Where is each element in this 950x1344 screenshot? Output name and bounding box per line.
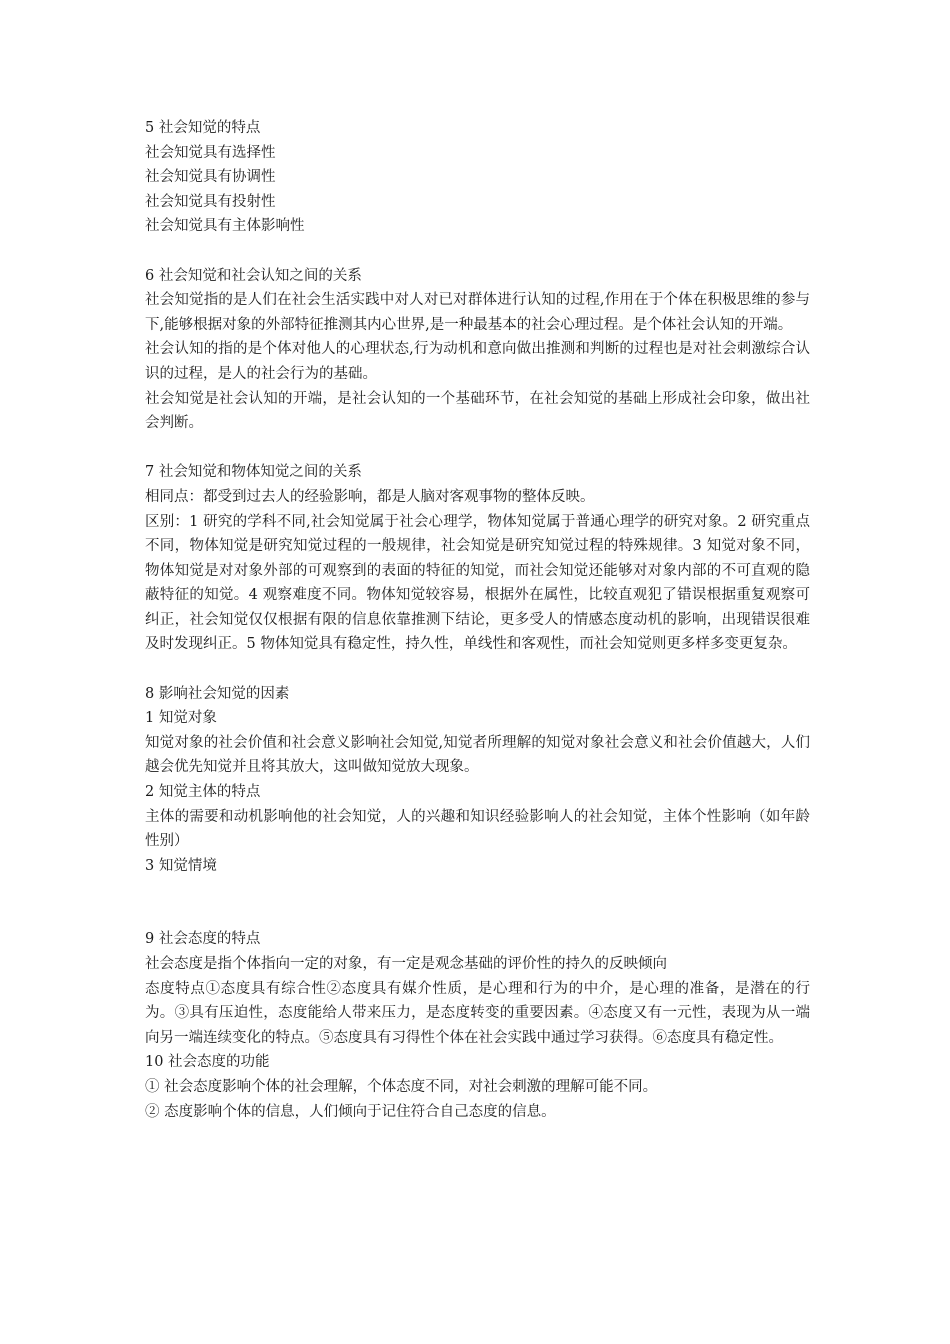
section-7-paragraph: 相同点：都受到过去人的经验影响，都是人脑对客观事物的整体反映。 — [145, 488, 595, 505]
section-8-subheading: 1 知觉对象 — [145, 710, 217, 727]
section-9-paragraph: 态度特点①态度具有综合性②态度具有媒介性质，是心理和行为的中介，是心理的准备，是潜在的行为。③具有压迫性，态度能给人带来压力，是态度转变的重要因素。④态度又有一元性，表现为从一端向另一端连续变化的特点。⑤态度具有习得性个体在社会实践中通过学习获得。⑥态度具有稳定性。 — [145, 980, 810, 1046]
blank-line — [145, 657, 810, 682]
section-9-paragraph: 社会态度是指个体指向一定的对象，有一定是观念基础的评价性的持久的反映倾向 — [145, 956, 667, 972]
section-10-item: ① 社会态度影响个体的社会理解，个体态度不同，对社会刺激的理解可能不同。 — [145, 1078, 658, 1095]
section-6-paragraph: 社会知觉是社会认知的开端，是社会认知的一个基础环节，在社会知觉的基础上形成社会印象，做出社会判断。 — [145, 390, 810, 432]
section-5-item: 社会知觉具有选择性 — [145, 144, 276, 161]
blank-line — [145, 436, 810, 461]
section-8-paragraph: 知觉对象的社会价值和社会意义影响社会知觉,知觉者所理解的知觉对象社会意义和社会价值越大，人们越会优先知觉并且将其放大，这叫做知觉放大现象。 — [145, 734, 810, 776]
section-7-paragraph: 区别：1 研究的学科不同,社会知觉属于社会心理学，物体知觉属于普通心理学的研究对象。2 研究重点不同，物体知觉是研究知觉过程的一般规律，社会知觉是研究知觉过程的特殊规律。3 知觉对象不同，物体知觉是对对象外部的可观察到的表面的特征的知觉，而社会知觉还能够对对象内部的不可直观的隐蔽特征的知觉。4 观察难度不同。物体知觉较容易，根据外在属性，比较直观犯了错误根据重复观察可纠正，社会知觉仅仅根据有限的信息依靠推测下结论，更多受人的情感态度动机的影响，出现错误很难及时发现纠正。5 物体知觉具有稳定性，持久性，单线性和客观性，而社会知觉则更多样多变更复杂。 — [145, 513, 810, 653]
blank-line — [145, 878, 810, 927]
section-5-item: 社会知觉具有协调性 — [145, 169, 276, 186]
section-8-heading: 8 影响社会知觉的因素 — [145, 685, 290, 702]
section-9-heading: 9 社会态度的特点 — [145, 931, 261, 948]
section-10-heading: 10 社会态度的功能 — [145, 1054, 270, 1071]
section-5-item: 社会知觉具有主体影响性 — [145, 218, 305, 235]
section-6-paragraph: 社会知觉指的是人们在社会生活实践中对人对已对群体进行认知的过程,作用在于个体在积极思维的参与下,能够根据对象的外部特征推测其内心世界,是一种最基本的社会心理过程。是个体社会认知的开端。 — [145, 292, 810, 333]
section-5-item: 社会知觉具有投射性 — [145, 193, 276, 210]
section-6-paragraph: 社会认知的指的是个体对他人的心理状态,行为动机和意向做出推测和判断的过程也是对社会刺激综合认识的过程，是人的社会行为的基础。 — [145, 341, 810, 382]
section-8-subheading: 2 知觉主体的特点 — [145, 784, 261, 801]
section-7-heading: 7 社会知觉和物体知觉之间的关系 — [145, 464, 362, 481]
section-8-paragraph: 主体的需要和动机影响他的社会知觉，人的兴趣和知识经验影响人的社会知觉，主体个性影响（如年龄性别） — [145, 808, 810, 850]
section-10-item: ② 态度影响个体的信息，人们倾向于记住符合自己态度的信息。 — [145, 1103, 556, 1120]
document-page — [145, 116, 810, 1124]
section-8-subheading: 3 知觉情境 — [145, 857, 217, 874]
section-6-heading: 6 社会知觉和社会认知之间的关系 — [145, 267, 362, 284]
section-5-heading: 5 社会知觉的特点 — [145, 120, 261, 136]
blank-line — [145, 239, 810, 264]
